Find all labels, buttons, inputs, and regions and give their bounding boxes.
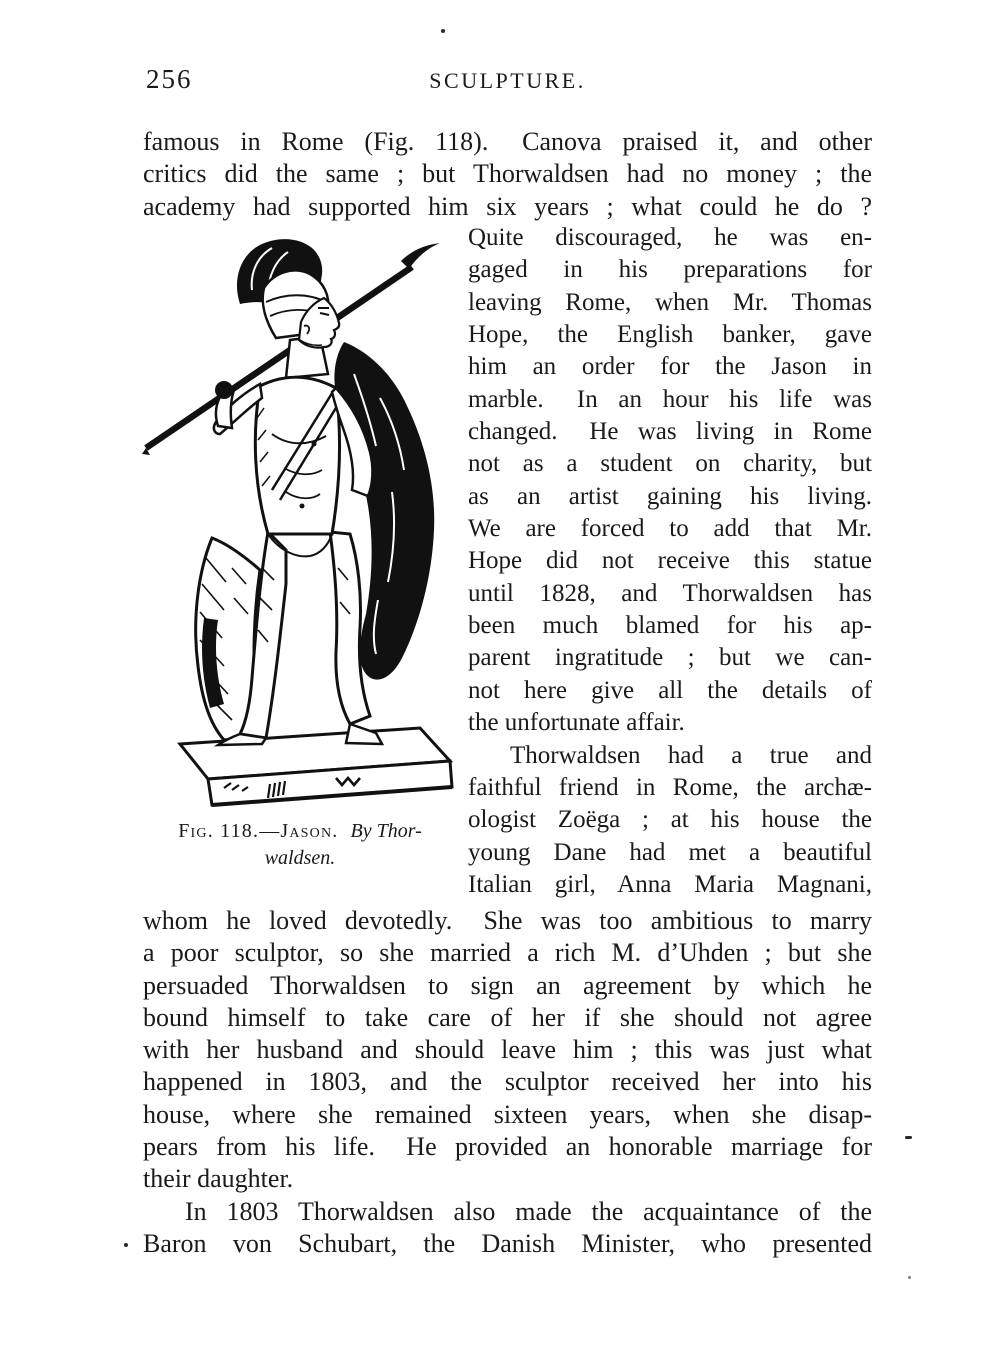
text-line: bound himself to take care of her if she should not agree: [143, 1002, 872, 1032]
paragraph-top: [143, 126, 872, 223]
text-line: ologist Zoëga ; at his house the: [468, 806, 872, 834]
text-line: whom he loved devotedly. She was too ambitious to marry: [143, 906, 872, 935]
text-line: with her husband and should leave him ; this was just what: [143, 1035, 872, 1065]
text-line: a poor sculptor, so she married a rich M. d’Uhden ; but she: [143, 938, 872, 968]
figure-caption-credit: By Thor-: [350, 820, 422, 842]
text-line: gaged in his preparations for: [468, 256, 872, 284]
paragraph-bottom: [143, 905, 872, 1260]
paragraph-column: [468, 222, 872, 901]
scan-speck: [441, 29, 445, 33]
text-line: academy had supported him six years ; what could he do ?: [143, 191, 872, 221]
text-line: pears from his life. He provided an honorable marriage for: [143, 1132, 872, 1162]
jason-statue-engraving: [140, 238, 460, 816]
text-line: In 1803 Thorwaldsen also made the acquaintance of the: [185, 1196, 872, 1226]
text-line: changed. He was living in Rome: [468, 418, 872, 446]
text-line: marble. In an hour his life was: [468, 385, 872, 413]
text-line: Hope did not receive this statue: [468, 547, 872, 575]
text-line: persuaded Thorwaldsen to sign an agreement by which he: [143, 970, 872, 1000]
text-line: Quite discouraged, he was en-: [468, 224, 872, 251]
text-line: their daughter.: [143, 1164, 294, 1194]
text-line: Italian girl, Anna Maria Magnani,: [468, 870, 872, 898]
text-line: as an artist gaining his living.: [468, 482, 872, 510]
text-line: the unfortunate affair.: [468, 709, 685, 737]
text-line: leaving Rome, when Mr. Thomas: [468, 288, 872, 316]
text-line: critics did the same ; but Thorwaldsen had no money ; the: [143, 159, 872, 189]
scan-speck: [908, 1276, 911, 1279]
text-line: him an order for the Jason in: [468, 353, 872, 381]
plinth: [180, 728, 452, 805]
running-title: SCULPTURE.: [429, 68, 586, 93]
figure-caption-label: Fig. 118.—Jason.: [178, 820, 339, 842]
text-line: faithful friend in Rome, the archæ-: [468, 773, 872, 801]
figure-caption-credit-2: waldsen.: [264, 847, 336, 869]
text-line: Baron von Schubart, the Danish Minister, who presented: [143, 1228, 872, 1258]
page-header: [143, 62, 872, 98]
statue-torso: [255, 377, 342, 556]
text-line: until 1828, and Thorwaldsen has: [468, 579, 872, 607]
text-line: famous in Rome (Fig. 118). Canova praised it, and other: [143, 127, 872, 156]
text-line: happened in 1803, and the sculptor received her into his: [143, 1067, 872, 1097]
text-line: been much blamed for his ap-: [468, 612, 872, 640]
text-line: Hope, the English banker, gave: [468, 321, 872, 349]
text-line: We are forced to add that Mr.: [468, 515, 872, 543]
scan-speck: [124, 1243, 128, 1247]
figure-illustration: [140, 238, 460, 816]
text-line: young Dane had met a beautiful: [468, 838, 872, 866]
text-line: not as a student on charity, but: [468, 450, 872, 478]
figure-caption: [128, 818, 472, 872]
text-line: parent ingratitude ; but we can-: [468, 644, 872, 672]
text-line: house, where she remained sixteen years, when she disap-: [143, 1099, 872, 1129]
page-number: 256: [146, 64, 193, 94]
scan-speck: [905, 1136, 912, 1139]
text-line: not here give all the details of: [468, 676, 872, 704]
text-line: Thorwaldsen had a true and: [510, 741, 872, 769]
